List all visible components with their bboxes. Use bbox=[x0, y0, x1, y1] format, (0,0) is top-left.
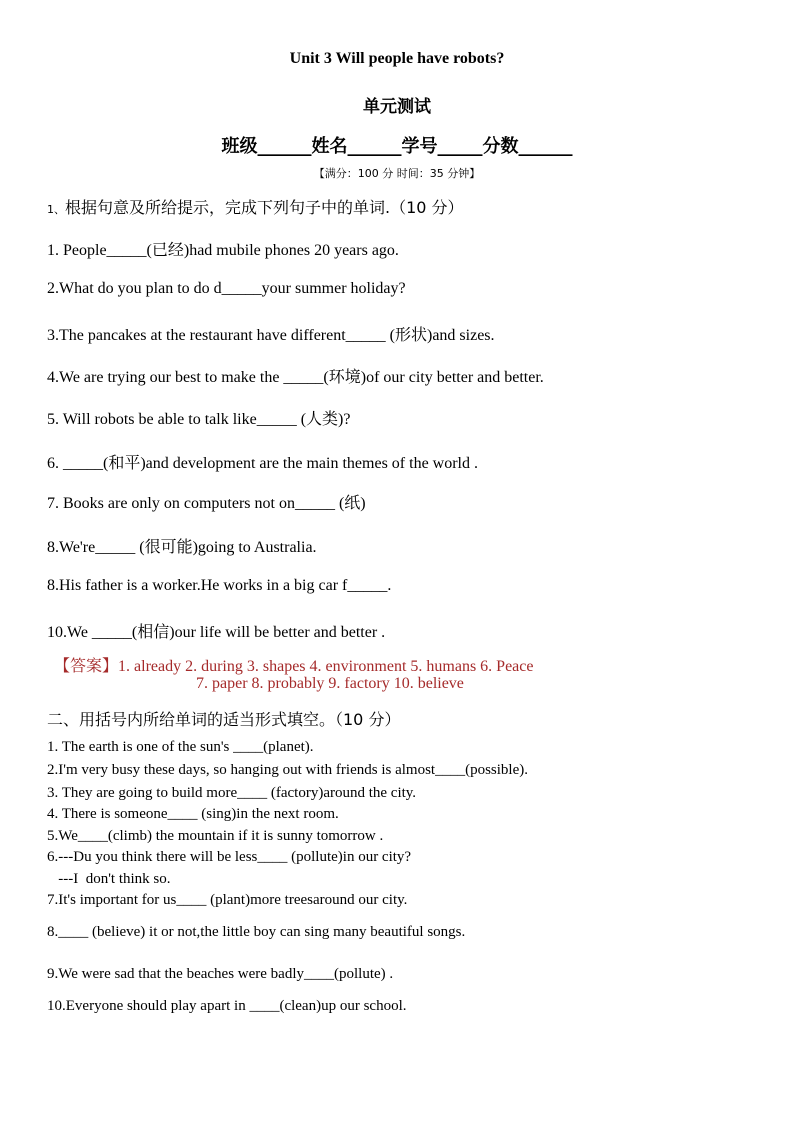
student-info-line: 班级______姓名______学号_____分数______ bbox=[221, 136, 573, 157]
section2-item-4: 4. There is someone____ (sing)in the next room. bbox=[47, 806, 339, 822]
section1-item-2: 2.What do you plan to do d_____your summer holiday? bbox=[47, 280, 406, 297]
section2-item-7: 7.It's important for us____ (plant)more treesaround our city. bbox=[47, 892, 408, 908]
section2-item-8: 8.____ (believe) it or not,the little boy can sing many beautiful songs. bbox=[47, 924, 466, 940]
answer-tag: 【答案】 bbox=[54, 656, 119, 675]
answer-line-1-text: 1. already 2. during 3. shapes 4. environment 5. humans 6. Peace bbox=[118, 658, 534, 675]
section1-item-4: 4.We are trying our best to make the _____(环境)of our city better and better. bbox=[47, 369, 544, 386]
section1-item-5: 5. Will robots be able to talk like_____ (人类)? bbox=[47, 411, 351, 428]
page-subtitle: 单元测试 bbox=[363, 97, 431, 117]
section1-item-7: 7. Books are only on computers not on_____ (纸) bbox=[47, 495, 366, 512]
section2-item-9: 9.We were sad that the beaches were badly____(pollute) . bbox=[47, 966, 394, 982]
section2-item-5: 5.We____(climb) the mountain if it is sunny tomorrow . bbox=[47, 828, 384, 844]
section2-item-3: 3. They are going to build more____ (factory)around the city. bbox=[47, 785, 417, 801]
section1-item-3: 3.The pancakes at the restaurant have different_____ (形状)and sizes. bbox=[47, 327, 495, 344]
section2-heading: 二、用括号内所给单词的适当形式填空。（10 分） bbox=[47, 710, 401, 729]
section2-item-2: 2.I'm very busy these days, so hanging out with friends is almost____(possible). bbox=[47, 762, 528, 778]
section1-item-8: 8.We're_____ (很可能)going to Australia. bbox=[47, 539, 317, 556]
section1-item-1: 1. People_____(已经)had mubile phones 20 years ago. bbox=[47, 242, 399, 259]
section1-heading bbox=[47, 195, 464, 218]
section1-item-6: 6. _____(和平)and development are the main themes of the world . bbox=[47, 455, 478, 472]
score-time-line: 【满分：100 分 时间：35 分钟】 bbox=[313, 167, 481, 180]
section2-item-6: 6.---Du you think there will be less____ (pollute)in our city? bbox=[47, 849, 412, 865]
answer-line-2: 7. paper 8. probably 9. factory 10. believe bbox=[196, 675, 464, 692]
section2-item-6-reply: ---I don't think so. bbox=[47, 871, 171, 887]
page-title: Unit 3 Will people have robots? bbox=[289, 50, 505, 67]
answer-line-1 bbox=[54, 653, 533, 676]
section1-item-10: 10.We _____(相信)our life will be better and better . bbox=[47, 624, 386, 641]
section1-number: 1、 bbox=[47, 203, 65, 216]
section1-item-9: 8.His father is a worker.He works in a big car f_____. bbox=[47, 577, 392, 594]
section2-item-1: 1. The earth is one of the sun's ____(planet). bbox=[47, 739, 314, 755]
section1-heading-text: 根据句意及所给提示，完成下列句子中的单词.（10 分） bbox=[65, 198, 464, 217]
section2-item-10: 10.Everyone should play apart in ____(clean)up our school. bbox=[47, 998, 407, 1014]
